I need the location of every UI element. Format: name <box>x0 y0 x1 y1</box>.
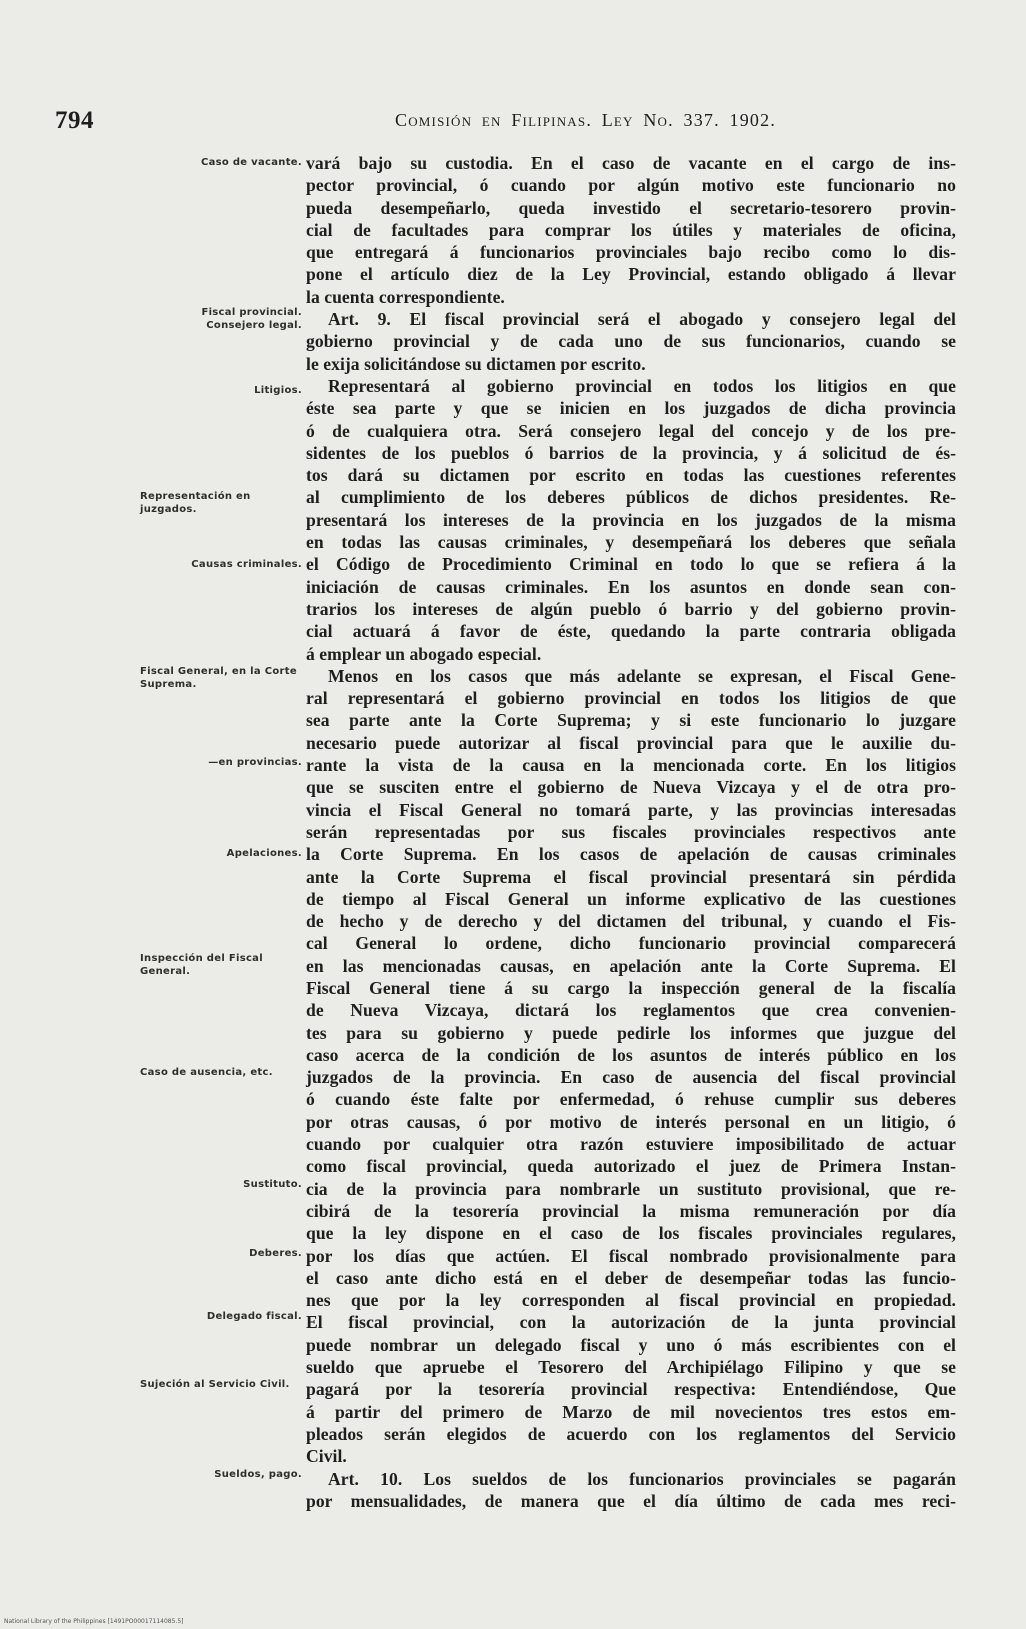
margin-note-caso-de-ausencia: Caso de ausencia, etc. <box>140 1067 273 1078</box>
text-line: sea parte ante la Corte Suprema; y si este funcionario lo juzgare <box>306 710 956 731</box>
text-line: la Corte Suprema. En los casos de apelación de causas criminales <box>306 844 956 865</box>
margin-note-sustituto: Sustituto. <box>243 1179 302 1190</box>
text-line: serán representadas por sus fiscales provinciales respectivos ante <box>306 821 956 842</box>
text-line: el Código de Procedimiento Criminal en todo lo que se refiera á la <box>306 554 956 575</box>
text-line: ral representará el gobierno provincial en todos los litigios de que <box>306 688 956 709</box>
margin-note-litigios: Litigios. <box>254 385 302 396</box>
article-9-heading-line: Art. 9. El fiscal provincial será el abogado y consejero legal del <box>328 309 956 330</box>
text-line: cial actuará á favor de éste, quedando la parte contraria obligada <box>306 621 956 642</box>
page-header <box>55 107 875 135</box>
margin-note-caso-de-vacante: Caso de vacante. <box>200 157 302 168</box>
margin-note-en-provincias: —en provincias. <box>208 757 302 768</box>
text-line: pagará por la tesorería provincial respectiva: Entendiéndose, Que <box>306 1379 956 1400</box>
text-line: de hecho y de derecho y del dictamen del tribunal, y cuando el Fis- <box>306 911 956 932</box>
text-line: sidentes de los pueblos ó barrios de la provincia, y á solicitud de és- <box>306 442 956 463</box>
text-line: le exija solicitándose su dictamen por escrito. <box>306 353 646 374</box>
text-line: que la ley dispone en el caso de los fiscales provinciales regulares, <box>306 1223 956 1244</box>
text-line: cal General lo ordene, dicho funcionario provincial comparecerá <box>306 933 956 954</box>
text-line: el caso ante dicho está en el deber de desempeñar todas las funcio- <box>306 1267 956 1288</box>
text-line: nes que por la ley corresponden al fiscal provincial en propiedad. <box>306 1290 956 1311</box>
text-line: la cuenta correspondiente. <box>306 286 505 307</box>
text-line: á emplear un abogado especial. <box>306 643 542 664</box>
text-line: juzgados de la provincia. En caso de ausencia del fiscal provincial <box>306 1067 956 1088</box>
text-line: como fiscal provincial, queda autorizado el juez de Primera Instan- <box>306 1156 956 1177</box>
text-line: que entregará á funcionarios provinciales bajo recibo como lo dis- <box>306 242 956 263</box>
text-line: éste sea parte y que se inicien en los juzgados de dicha provincia <box>306 398 956 419</box>
margin-note-causas-criminales: Causas criminales. <box>191 559 302 570</box>
text-line: vará bajo su custodia. En el caso de vacante en el cargo de ins- <box>306 153 956 173</box>
margin-note-apelaciones: Apelaciones. <box>226 848 302 859</box>
text-line: vincia el Fiscal General no tomará parte, y las provincias interesadas <box>306 799 956 820</box>
text-line: caso acerca de la condición de los asuntos de interés público en los <box>306 1044 956 1065</box>
margin-note-deberes: Deberes. <box>249 1248 302 1259</box>
text-line: pueda desempeñarlo, queda investido el secretario-tesorero provin- <box>306 197 956 218</box>
text-line: rante la vista de la causa en la mencionada corte. En los litigios <box>306 755 956 776</box>
text-line: al cumplimiento de los deberes públicos de dichos presidentes. Re- <box>306 487 956 508</box>
text-line: necesario puede autorizar al fiscal provincial para que le auxilie du- <box>306 732 956 753</box>
text-line: pone el artículo diez de la Ley Provincial, estando obligado á llevar <box>306 264 956 285</box>
margin-note-fiscal-general: Fiscal General, en la Corte Suprema. <box>140 666 297 690</box>
body-text <box>306 152 956 1512</box>
text-line: Menos en los casos que más adelante se expresan, el Fiscal Gene- <box>328 665 956 686</box>
text-line: presentará los intereses de la provincia en los juzgados de la misma <box>306 509 956 530</box>
text-line: pleados serán elegidos de acuerdo con los reglamentos del Servicio <box>306 1423 956 1444</box>
margin-note-delegado-fiscal: Delegado fiscal. <box>206 1311 302 1322</box>
text-line: en todas las causas criminales, y desempeñará los deberes que señala <box>306 532 956 553</box>
text-line: trarios los intereses de algún pueblo ó barrio y del gobierno provin- <box>306 598 956 619</box>
running-head: Comisión en Filipinas. Ley No. 337. 1902. <box>395 110 777 130</box>
text-line: cibirá de la tesorería provincial la misma remuneración por día <box>306 1200 956 1221</box>
text-line: Civil. <box>306 1446 347 1467</box>
text-line: á partir del primero de Marzo de mil novecientos tres estos em- <box>306 1401 956 1422</box>
text-line: pector provincial, ó cuando por algún motivo este funcionario no <box>306 175 956 196</box>
text-line: puede nombrar un delegado fiscal y uno ó más escribientes con el <box>306 1334 956 1355</box>
text-line: en las mencionadas causas, en apelación ante la Corte Suprema. El <box>306 955 956 976</box>
text-line: sueldo que apruebe el Tesorero del Archipiélago Filipino y que se <box>306 1357 956 1378</box>
text-line: que se susciten entre el gobierno de Nueva Vizcaya y el de otra pro- <box>306 777 956 798</box>
text-line: de Nueva Vizcaya, dictará los reglamentos que crea convenien- <box>306 1000 956 1021</box>
text-line: cial de facultades para comprar los útiles y materiales de oficina, <box>306 219 956 240</box>
margin-note-inspeccion: Inspección del Fiscal General. <box>140 953 263 977</box>
margin-note-fiscal-provincial: Fiscal provincial. Consejero legal. <box>201 307 302 331</box>
text-line: ó de cualquiera otra. Será consejero legal del concejo y de los pre- <box>306 420 956 441</box>
text-line: cia de la provincia para nombrarle un sustituto provisional, que re- <box>306 1178 956 1199</box>
text-line: Fiscal General tiene á su cargo la inspección general de la fiscalía <box>306 977 956 998</box>
scan-footer: National Library of the Philippines [1491PO00017114085.5] <box>4 1618 184 1625</box>
text-line: cuando por cualquier otra razón estuviere imposibilitado de actuar <box>306 1134 956 1155</box>
text-line: gobierno provincial y de cada uno de sus funcionarios, cuando se <box>306 331 956 352</box>
text-line: tos dará su dictamen por escrito en todas las cuestiones referentes <box>306 465 956 486</box>
text-line: por los días que actúen. El fiscal nombrado provisionalmente para <box>306 1245 956 1266</box>
text-line: de tiempo al Fiscal General un informe explicativo de las cuestiones <box>306 888 956 909</box>
text-line: por otras causas, ó por motivo de interés personal en un litigio, ó <box>306 1111 956 1132</box>
text-line: tes para su gobierno y puede pedirle los informes que juzgue del <box>306 1022 956 1043</box>
article-10-heading-line: Art. 10. Los sueldos de los funcionarios provinciales se pagarán <box>328 1468 956 1489</box>
text-line: Representará al gobierno provincial en todos los litigios en que <box>328 375 956 396</box>
text-line: El fiscal provincial, con la autorización de la junta provincial <box>306 1312 956 1333</box>
margin-note-sueldos-pago: Sueldos, pago. <box>214 1469 302 1480</box>
page-number: 794 <box>55 107 94 134</box>
margin-note-sujecion: Sujeción al Servicio Civil. <box>140 1379 290 1390</box>
text-line: iniciación de causas criminales. En los asuntos en donde sean con- <box>306 576 956 597</box>
text-line: ó cuando éste falte por enfermedad, ó rehuse cumplir sus deberes <box>306 1089 956 1110</box>
text-line: por mensualidades, de manera que el día último de cada mes reci- <box>306 1490 956 1511</box>
margin-note-representacion: Representación en juzgados. <box>140 491 251 515</box>
text-line: ante la Corte Suprema el fiscal provincial presentará sin pérdida <box>306 866 956 887</box>
